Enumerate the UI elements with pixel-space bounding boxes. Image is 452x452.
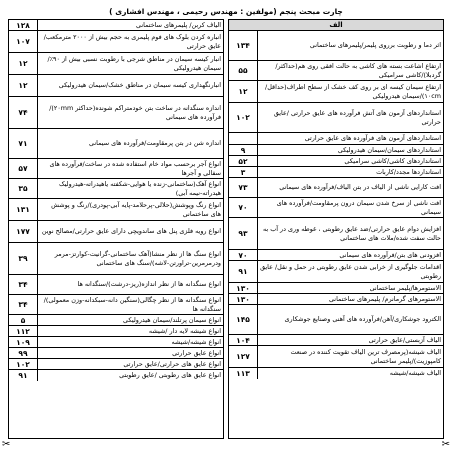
entry-text: انواع سنگدانه ها از نظر چگالی(سنگین دانه-سبکدانه-وزن معمولی)/سنگدانه ها [43, 295, 221, 313]
entry-text: افت ناشی از سرخ شدن سیمان درون پرمقاومت/فرآورده های سیمانی [276, 198, 441, 216]
page-number: ۱۰۴ [229, 335, 258, 345]
index-tables [8, 19, 444, 441]
table-row [229, 31, 443, 61]
entry-text: انواع عایق حرارتی [172, 348, 221, 357]
page-number: ۳۴ [9, 275, 38, 294]
entry-text: اثر دما و رطوبت برروی پلیمر/پلیمرهای ساختمانی [309, 41, 441, 49]
table-row [229, 218, 443, 250]
table-row [229, 198, 443, 218]
table-row [9, 348, 223, 359]
entry-text: افزودنی های بتن/فرآورده های سیمانی [339, 250, 441, 259]
page-number: ۷۰ [229, 250, 258, 260]
page-number: ۷۱ [9, 129, 38, 158]
entry-text: افت کارایی ناشی از الیاف در بتن الیاف/فرآورده های سیمانی [279, 183, 441, 191]
table-row [9, 359, 223, 370]
page-number: ۱۳۴ [229, 31, 258, 60]
page-number: ۹ [229, 145, 258, 155]
table-row [9, 315, 223, 326]
entry-text: انواع رویه فلزی پنل های ساندویچی دارای عایق حرارتی/مصالح نوین [41, 227, 221, 235]
table-row [9, 159, 223, 179]
page-number: ۱۱۳ [229, 368, 258, 379]
entry-text: انواع رنگ وپوشش(حلالی-پرحلامد-پایه آبی-پودری)/رنگ و پوشش های ساختمانی [51, 200, 221, 218]
page-number: ۳۴ [9, 295, 38, 314]
page-number: ۱۴۵ [229, 305, 258, 334]
page [2, 6, 450, 450]
table-row [229, 81, 443, 103]
page-number: ۳۹ [9, 243, 38, 274]
table-row [9, 221, 223, 243]
page-number: ۱۲۷ [229, 346, 258, 367]
entry-text: انواع عایق های رطوبتی /عایق رطوبتی [119, 371, 221, 379]
page-number: ۵۲ [229, 156, 258, 166]
entry-text: انباره کردن بلوک های فوم پلیمری به حجم بیش از ۲۰۰۰ مترمکعب/عایق حرارتی [43, 32, 221, 50]
table-row [229, 167, 443, 178]
entry-text: الاستومرهای گرمانرم/ پلیمرهای ساختمانی [328, 294, 441, 303]
table-row [229, 178, 443, 198]
table-row [229, 133, 443, 145]
page-number: ۹۳ [229, 218, 258, 249]
table-row [229, 283, 443, 294]
entry-text: انواع سنگ ها از نظر منشا(آهک ساختمانی-گرانیت-کوارتز-مرمر ودرمرمرین-تراورتن-لاشه)/سنگ های ساختمانی [54, 249, 221, 267]
table-row [229, 156, 443, 167]
table-row [9, 31, 223, 53]
entry-text: الیاف کربن/ پلیمرهای ساختمانی [136, 20, 221, 29]
entry-text: استانداردهای سیمان/سیمان هیدرولیکی [337, 145, 441, 154]
page-number: ۱۷۷ [9, 221, 38, 242]
page-number: ۵۵ [229, 61, 258, 80]
page-number: ۳ [229, 167, 258, 177]
table-row [9, 20, 223, 31]
page-number: ۱۱۲ [9, 326, 38, 336]
table-row [229, 346, 443, 368]
table-row [229, 294, 443, 305]
entry-text: ارتفاع اشاعت بسته های کاشی به حالت افقی روی هم(حداکثر/گردبلا)/کاشی سرامیکی [275, 61, 441, 79]
table-header-letter: الف [229, 20, 443, 30]
page-number: ۷۴ [9, 97, 38, 128]
table-row [229, 250, 443, 261]
entry-text: الیاف آزبستی/عایق حرارتی [368, 335, 441, 344]
entry-text: انواع شیشه/شیشه [171, 337, 221, 346]
table-row [229, 305, 443, 335]
entry-text: الکترود جوشکاری/آهن/فرآورده های آهنی وصنایع جوشکاری [284, 315, 441, 323]
entry-text: اقدامات جلوگیری از خرابی شدن عایق رطوبتی در حمل و نقل/ عایق رطوبتی [260, 262, 441, 280]
table-row [9, 75, 223, 97]
page-number: ۱۲۸ [9, 20, 38, 30]
entry-text: انواع آجر برحسب مواد خام استفاده شده در ساخت/فرآورده های سفالی و آجرها [49, 159, 221, 177]
right-index-table [228, 19, 444, 439]
table-row [9, 337, 223, 348]
entry-text: انبار کیسه سیمان در مناطق شرجی با رطوبت نسبی بیش از ۹۰٪/سیمان هیدرولیکی [47, 54, 221, 72]
page-number [229, 133, 258, 144]
entry-text: افزایش دوام عایق حرارتی/ضد عایق رطوبتی ، غوطه وری در آب به حالت سفت شده/ملات های ساختمانی [262, 224, 441, 242]
table-row [9, 326, 223, 337]
page-number: ۹۱ [229, 261, 258, 282]
page-number: ۱۳۰ [229, 283, 258, 293]
page-number: ۱۲ [9, 75, 38, 96]
page-number: ۱۳۰ [229, 294, 258, 304]
entry-text: انواع عایق های حرارتی/عایق حرارتی [123, 359, 221, 368]
left-index-table [8, 19, 224, 439]
table-row [9, 53, 223, 75]
table-row [229, 145, 443, 156]
entry-text: استانداردهای آزمون های آتش فرآورده های عایق حرارتی /عایق حرارتی [273, 108, 441, 126]
entry-text: استانداردها مجدد/کاربات [376, 167, 441, 176]
table-row [229, 61, 443, 81]
page-number: ۹۱ [9, 370, 38, 381]
entry-text: انبارنگهداری کیسه سیمان در مناطق خشک/سیمان هیدرولیکی [58, 81, 221, 89]
page-number: ۱۰۲ [229, 103, 258, 132]
entry-text: الیاف شیشه(پرمصرف ترین الیاف تقویت کننده در صنعت کامپوزیت)/پلیمر ساختمانی [290, 347, 441, 365]
table-row [229, 368, 443, 379]
entry-text: انواع سیمان پرتلند/سیمان هیدرولیکی [123, 315, 221, 324]
entry-text: الاستومرها/پلیمر ساختمانی [369, 283, 441, 292]
page-number: ۱۳۱ [9, 199, 38, 220]
page-number: ۱۰۹ [9, 337, 38, 347]
page-number: ۱۰۲ [9, 359, 38, 369]
table-row [9, 295, 223, 315]
page-number: ۵۷ [9, 159, 38, 178]
entry-text: استانداردهای آزمون های فرآورده های عایق حرارتی [304, 134, 441, 142]
table-header-row [229, 20, 443, 31]
table-row [9, 370, 223, 381]
table-row [9, 199, 223, 221]
page-number: ۵ [9, 315, 38, 325]
table-row [9, 275, 223, 295]
entry-text: ارتفاع سیمان کیسه ای بر روی کف خشک از سطح اطراف(حداقل/۱۰cm)/سیمان هیدرولیکی [265, 82, 441, 100]
table-row [9, 243, 223, 275]
entry-text: انواع شیشه لایه دار /شیشه [148, 326, 221, 335]
page-number: ۱۰۷ [9, 31, 38, 52]
entry-text: انواع سنگدانه ها از نظر اندازه(ریز-درشت)/سنگدانه ها [77, 280, 221, 288]
entry-text: الیاف شیشه/شیشه [389, 369, 441, 377]
table-row [229, 335, 443, 346]
entry-text: اندازه شن در بتن پرمقاومت/فرآورده های سیمانی [89, 139, 221, 147]
page-number: ۷۳ [229, 178, 258, 197]
page-number: ۱۲ [9, 53, 38, 74]
table-row [229, 261, 443, 283]
page-number: ۳۵ [9, 179, 38, 198]
page-title: چارت مبحث پنجم (مولفین : مهندس رحیمی ، مهندس افشاری ) [109, 7, 343, 16]
page-number: ۱۲ [229, 81, 258, 102]
entry-text: انواع آهک(ساختمانی-زنده یا هوایی-شکفته یاهیدراته-هیدرولیک هیدراته-نیمه آبی) [59, 179, 221, 197]
table-row [9, 97, 223, 129]
table-row [9, 129, 223, 159]
table-row [229, 103, 443, 133]
scissors-icon-right: ✂ [441, 439, 450, 450]
entry-text: استانداردهای کاشی/کاشی سرامیکی [344, 156, 441, 165]
scissors-icon-left: ✂ [2, 439, 11, 450]
page-number: ۹۹ [9, 348, 38, 358]
table-row [9, 179, 223, 199]
page-number: ۷۰ [229, 198, 258, 217]
entry-text: اندازه سنگدانه در ساخت بتن خودمتراکم شونده(حداکثر ۲۰mm)/فرآورده های سیمانی [49, 103, 221, 121]
